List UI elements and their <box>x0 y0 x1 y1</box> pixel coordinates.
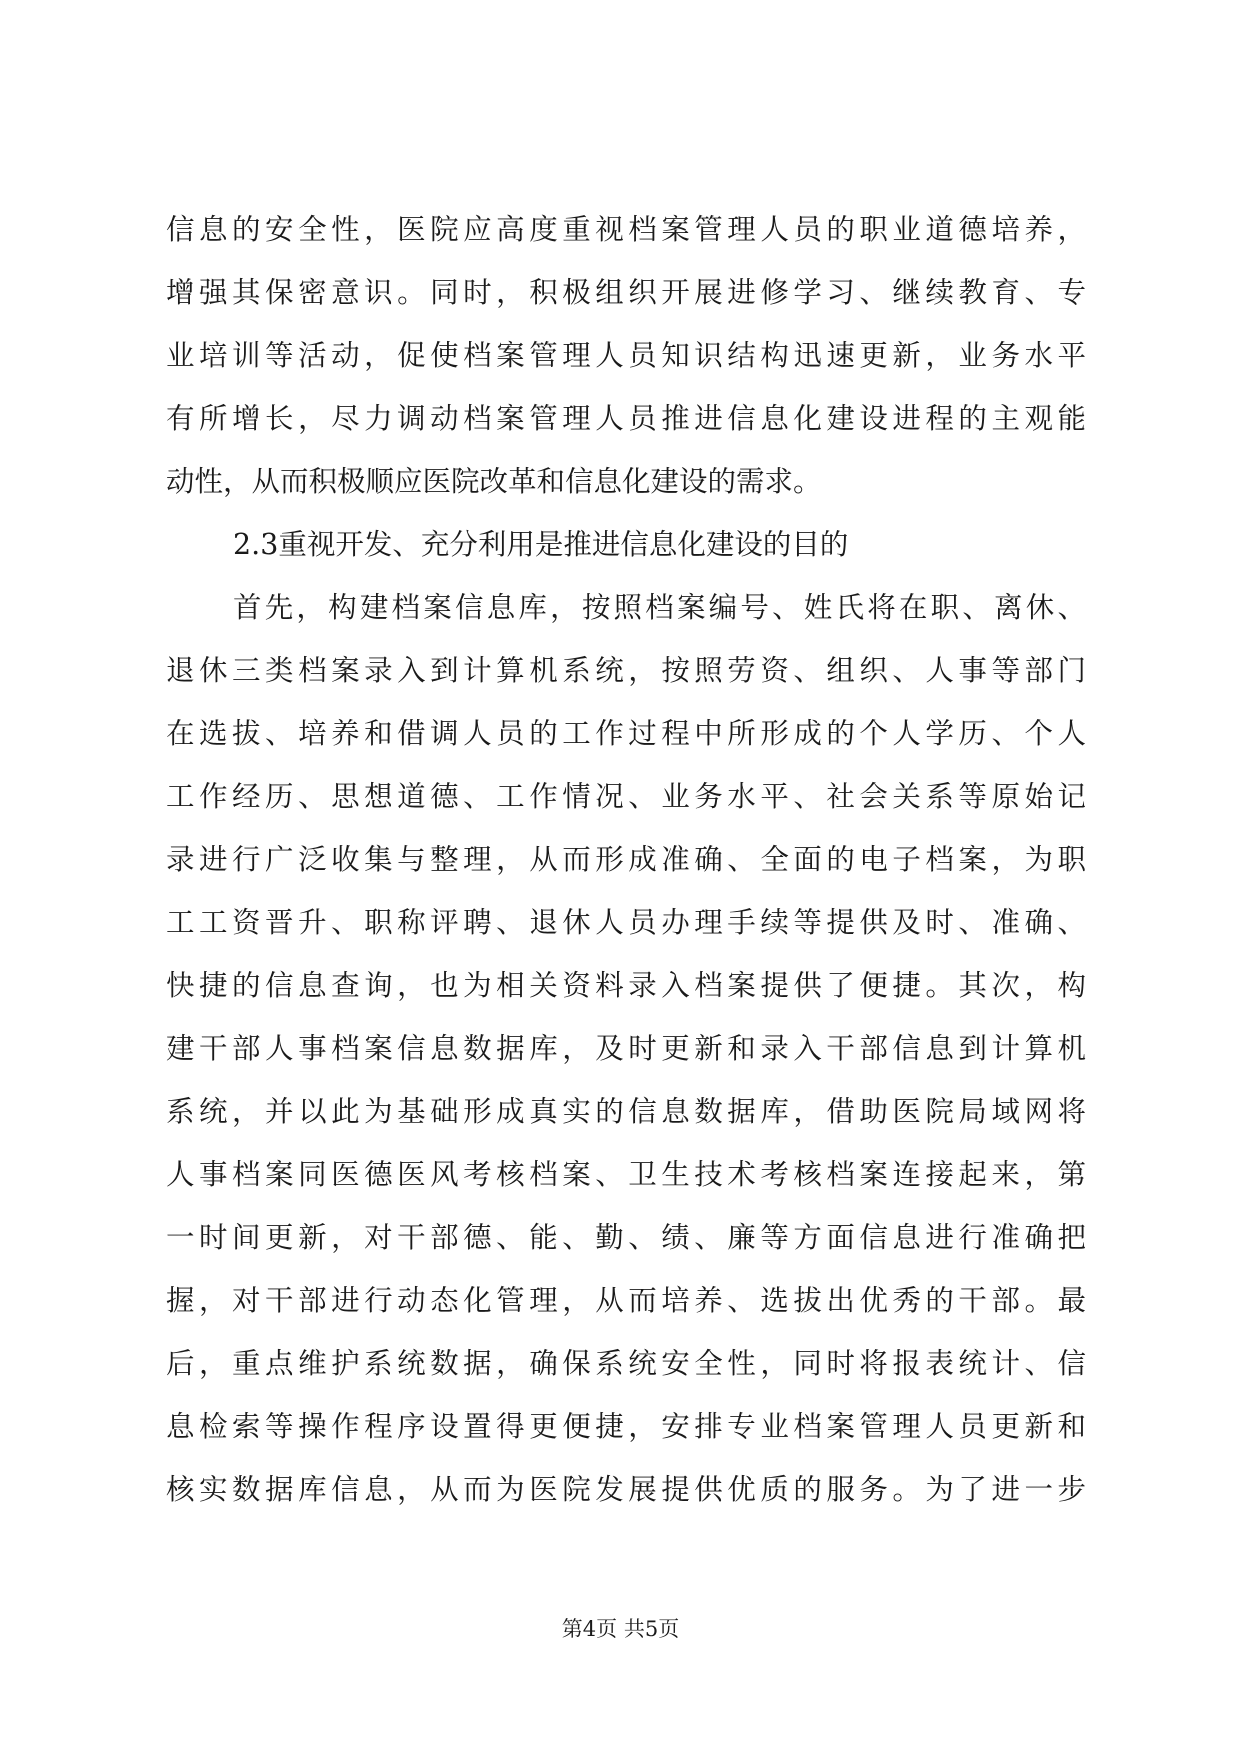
text-line: 退休三类档案录入到计算机系统，按照劳资、组织、人事等部门 <box>166 654 1086 687</box>
text-line: 息检索等操作程序设置得更便捷，安排专业档案管理人员更新和 <box>166 1410 1086 1443</box>
text-line: 人事档案同医德医风考核档案、卫生技术考核档案连接起来，第 <box>166 1158 1086 1191</box>
text-line: 工工资晋升、职称评聘、退休人员办理手续等提供及时、准确、 <box>166 906 1086 939</box>
body-text <box>166 198 1086 1521</box>
text-line: 业培训等活动，促使档案管理人员知识结构迅速更新，业务水平 <box>166 339 1086 372</box>
text-line: 系统，并以此为基础形成真实的信息数据库，借助医院局域网将 <box>166 1095 1086 1128</box>
text-line: 握，对干部进行动态化管理，从而培养、选拔出优秀的干部。最 <box>166 1284 1086 1317</box>
text-line: 核实数据库信息，从而为医院发展提供优质的服务。为了进一步 <box>166 1473 1086 1506</box>
text-line: 有所增长，尽力调动档案管理人员推进信息化建设进程的主观能 <box>166 402 1086 435</box>
text-line: 建干部人事档案信息数据库，及时更新和录入干部信息到计算机 <box>166 1032 1086 1065</box>
text-line: 后，重点维护系统数据，确保系统安全性，同时将报表统计、信 <box>166 1347 1086 1380</box>
text-line: 增强其保密意识。同时，积极组织开展进修学习、继续教育、专 <box>166 276 1086 309</box>
text-line: 首先，构建档案信息库，按照档案编号、姓氏将在职、离休、 <box>233 591 1086 624</box>
section-heading: 2.3重视开发、充分利用是推进信息化建设的目的 <box>233 528 849 561</box>
text-line: 动性，从而积极顺应医院改革和信息化建设的需求。 <box>166 465 822 498</box>
text-line: 工作经历、思想道德、工作情况、业务水平、社会关系等原始记 <box>166 780 1086 813</box>
text-line: 信息的安全性，医院应高度重视档案管理人员的职业道德培养， <box>166 213 1086 246</box>
text-line: 在选拔、培养和借调人员的工作过程中所形成的个人学历、个人 <box>166 717 1086 750</box>
text-line: 录进行广泛收集与整理，从而形成准确、全面的电子档案，为职 <box>166 843 1086 876</box>
text-line: 一时间更新，对干部德、能、勤、绩、廉等方面信息进行准确把 <box>166 1221 1086 1254</box>
text-line: 快捷的信息查询，也为相关资料录入档案提供了便捷。其次，构 <box>166 969 1086 1002</box>
page-number: 第4页 共5页 <box>561 1617 680 1641</box>
